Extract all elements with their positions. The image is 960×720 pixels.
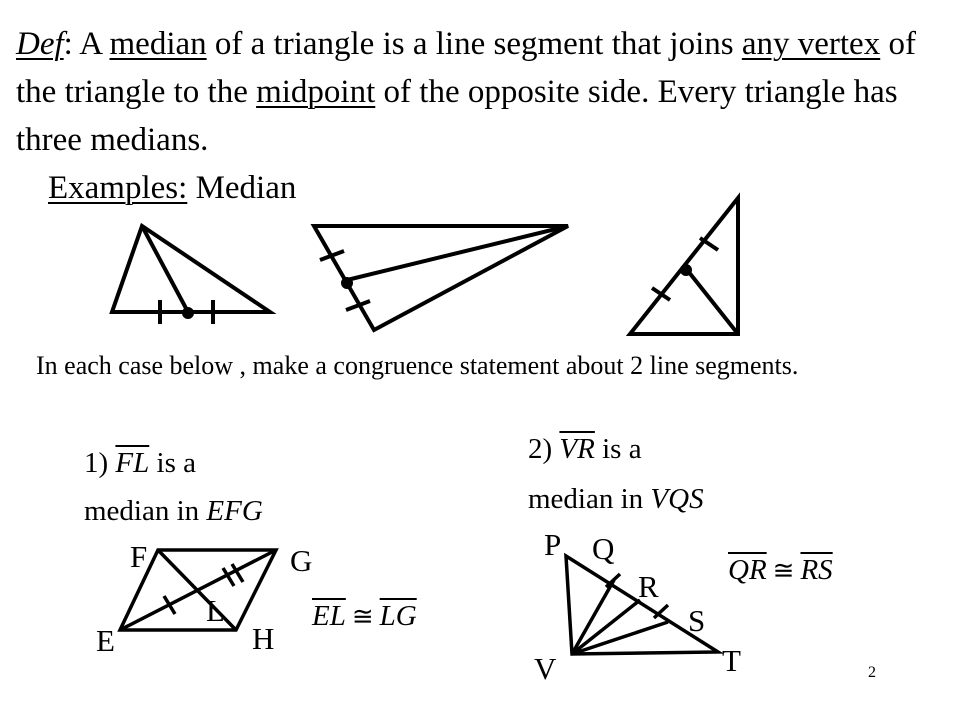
- problem-1-is-a: is a: [149, 447, 196, 479]
- problem-2-line-2: [528, 482, 704, 516]
- examples-caption: Median: [187, 170, 297, 206]
- def-sep: : A: [63, 26, 110, 62]
- problem-2-answer: [728, 554, 833, 587]
- example-triangle-2: [314, 226, 568, 330]
- problem-1-line-1: [84, 446, 196, 480]
- examples-label: Examples:: [48, 170, 188, 206]
- problem-2-median-in: median in: [528, 483, 651, 515]
- triangle-3-midpoint-dot: [682, 266, 690, 274]
- problem-2-number: 2): [528, 433, 560, 465]
- def-label: Def: [16, 26, 64, 62]
- triangle-2-midpoint-dot: [343, 279, 351, 287]
- problem-1-line-2: [84, 494, 263, 528]
- answer-1-right: $\overline{LG}$: [379, 600, 417, 632]
- problem-2-is-a: is a: [594, 433, 642, 465]
- triangle-3-median: [684, 266, 738, 334]
- congruent-symbol-1: ≅: [351, 602, 374, 631]
- label-l: L: [206, 593, 225, 628]
- label-g: G: [290, 543, 313, 578]
- def-mid3: of the opposite side. Every triangle has three medians.: [16, 74, 898, 158]
- def-mid2: of the triangle to the: [16, 26, 916, 110]
- problem-1-triangle: EFG: [206, 495, 263, 527]
- triangle-1-outline: [112, 226, 270, 312]
- problem-2-segment: $\overline{VR}$: [559, 433, 595, 465]
- example-triangle-1: [112, 226, 270, 324]
- triangle-1-midpoint-dot: [184, 309, 192, 317]
- term-median: median: [109, 26, 207, 62]
- problem-2-line-1: [528, 432, 642, 466]
- triangle-2-median: [347, 226, 568, 280]
- label-r: R: [638, 569, 659, 604]
- label-p: P: [544, 527, 562, 562]
- def-mid1: of a triangle is a line segment that joins: [206, 26, 742, 62]
- label-s: S: [688, 603, 706, 638]
- term-any-vertex: any vertex: [741, 26, 881, 62]
- problem-1-number: 1): [84, 447, 116, 479]
- label-e: E: [96, 623, 115, 658]
- segment-vr: [572, 600, 640, 654]
- example-triangle-3: [630, 198, 738, 334]
- problem-1-answer: [312, 600, 417, 633]
- label-t: T: [722, 643, 741, 678]
- page-number: 2: [868, 664, 876, 681]
- problem-1-segment: $\overline{FL}$: [115, 447, 150, 479]
- term-midpoint: midpoint: [256, 74, 376, 110]
- answer-2-right: $\overline{RS}$: [800, 554, 833, 586]
- label-f: F: [130, 539, 148, 574]
- instructions: In each case below , make a congruence statement about 2 line segments.: [36, 351, 799, 380]
- congruent-symbol-2: ≅: [772, 556, 795, 585]
- problem-1-median-in: median in: [84, 495, 207, 527]
- label-q: Q: [592, 531, 615, 566]
- problem-2-triangle: VQS: [650, 483, 704, 515]
- label-h: H: [252, 621, 275, 656]
- answer-1-left: $\overline{EL}$: [312, 600, 346, 632]
- answer-2-left: $\overline{QR}$: [728, 554, 767, 586]
- label-v: V: [534, 651, 557, 686]
- triangle-1-median: [142, 226, 188, 312]
